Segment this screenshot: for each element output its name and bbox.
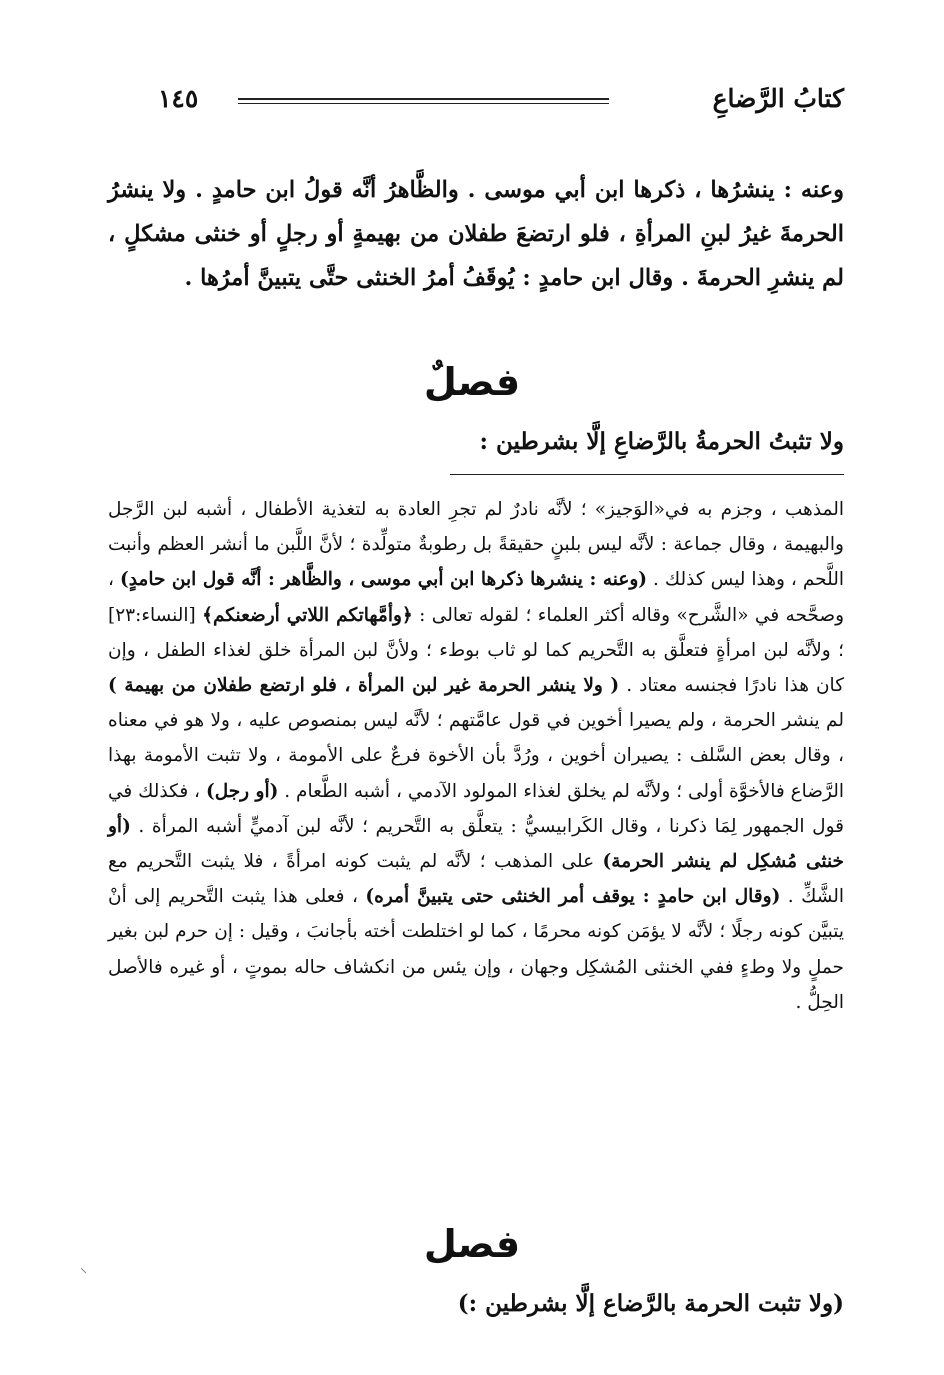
commentary-run: ، وصحَّحه في «الشَّرح» وقاله أكثر العلماء ؛ لقوله تعالى : — [108, 569, 845, 626]
quoted-matn: (أو رجل) — [205, 780, 279, 802]
matn-text — [108, 168, 844, 300]
running-header — [140, 84, 844, 124]
section-heading: فصلٌ — [423, 360, 521, 404]
chapter-title: كتابُ الرَّضاعِ — [712, 84, 844, 113]
commentary-run: ، فكذلك في قول الجمهور لِمَا ذكرنا ، وقال الكَرابيسيُّ : يتعلَّق به التَّحريم ؛ لأنَّه لبن آدميٍّ أشبه المرأة . — [108, 780, 844, 837]
commentary-run: ، فعلى هذا يثبت التَّحريم إلى أنْ يتبيَّن كونه رجلًا ؛ لأنَّه لا يؤمَن كونه محرمًا ، كما لو اختلطت أخته بأجانبَ ، وقيل : إن حرم لبن بغير حملٍ ولا وطءٍ ففي الخنثى المُشكِل وجهان ، وإن يئس من انكشاف حاله بموتٍ ، أو غيره فالأصل الحِلُّ . — [108, 886, 844, 1013]
section-subheading: ولا تثبتُ الحرمةُ بالرَّضاعِ إلَّا بشرطين : — [479, 428, 844, 455]
matn-paragraph: وعنه : ينشرُها ، ذكرها ابن أبي موسى . والظَّاهرُ أنَّه قولُ ابن حامدٍ . ولا ينشرُ الحرمةَ غيرُ لبنِ المرأةِ ، فلو ارتضعَ طفلان من بهيمةٍ أو رجلٍ أو خنثى مشكلٍ ، لم ينشرِ الحرمةَ . وقال ابن حامدٍ : يُوقَفُ أمرُ الخنثى حتَّى يتبينَّ أمرُها . — [108, 177, 844, 291]
commentary-run: [النساء:٢٣] ؛ ولأنَّه لبن امرأةٍ فتعلَّق به التَّحريم كما لو ثاب بوطء ؛ ولأنَّ لبن المرأة خلق لغذاء الطفل ، وإن كان هذا نادرًا فجنسه معتاد . — [108, 604, 845, 697]
commentary-paragraph — [108, 492, 844, 1020]
page-number: ١٤٥ — [158, 84, 199, 113]
quran-quote: ﴿وأمَّهاتكم اللاتي أرضعنكم﴾ — [202, 604, 413, 626]
commentary-run: لم ينشر الحرمة ، ولم يصيرا أخوين في قول عامَّتهم ؛ لأنَّه ليس بمنصوص عليه ، ولا هو في معناه ، وقال بعض السَّلف : يصيران أخوين ، ورُدَّ بأن الأخوة فرعٌ على الأمومة ، ولا تثبت الأمومة بهذا الرَّضاع فالأخوَّة أولى ؛ ولأنَّه لم يخلق لغذاء المولود الآدمي ، أشبه الطَّعام . — [108, 710, 844, 802]
section-heading: فصل — [423, 1222, 521, 1266]
commentary-text — [108, 492, 844, 1020]
quoted-matn: (وقال ابن حامدٍ : يوقف أمر الخنثى حتى يتبينَّ أمره) — [365, 886, 781, 908]
quoted-matn: (أو خنثى مُشكِل لم ينشر الحرمة) — [108, 815, 844, 873]
header-rule-thin — [238, 103, 609, 104]
margin-mark: ⸌ — [80, 1266, 87, 1282]
commentary-run: على المذهب ؛ لأنَّه لم يثبت كونه امرأةً ، فلا يثبت التَّحريم مع الشَّكِّ . — [108, 851, 844, 908]
section-subheading: (ولا تثبت الحرمة بالرَّضاع إلَّا بشرطين :) — [457, 1290, 844, 1317]
commentary-run: المذهب ، وجزم به في«الوَجيز» ؛ لأنَّه نادرٌ لم تجرِ العادة به لتغذية الأطفال ، أشبه لبن الرَّجل والبهيمة ، وقال جماعة : لأنَّه ليس بلبنٍ حقيقةً بل رطوبةٌ متولِّدة ؛ لأنَّ اللَّبن ما أنشر العظم وأنبت اللَّحم ، وهذا ليس كذلك . — [108, 499, 845, 591]
quoted-matn: (وعنه : ينشرها ذكرها ابن أبي موسى ، والظَّاهر : أنَّه قول ابن حامدٍ) — [119, 569, 648, 591]
footnote-separator — [450, 474, 844, 475]
header-rule — [238, 98, 609, 100]
quoted-matn: ( ولا ينشر الحرمة غير لبن المرأة ، فلو ارتضع طفلان من بهيمة ) — [108, 675, 620, 697]
